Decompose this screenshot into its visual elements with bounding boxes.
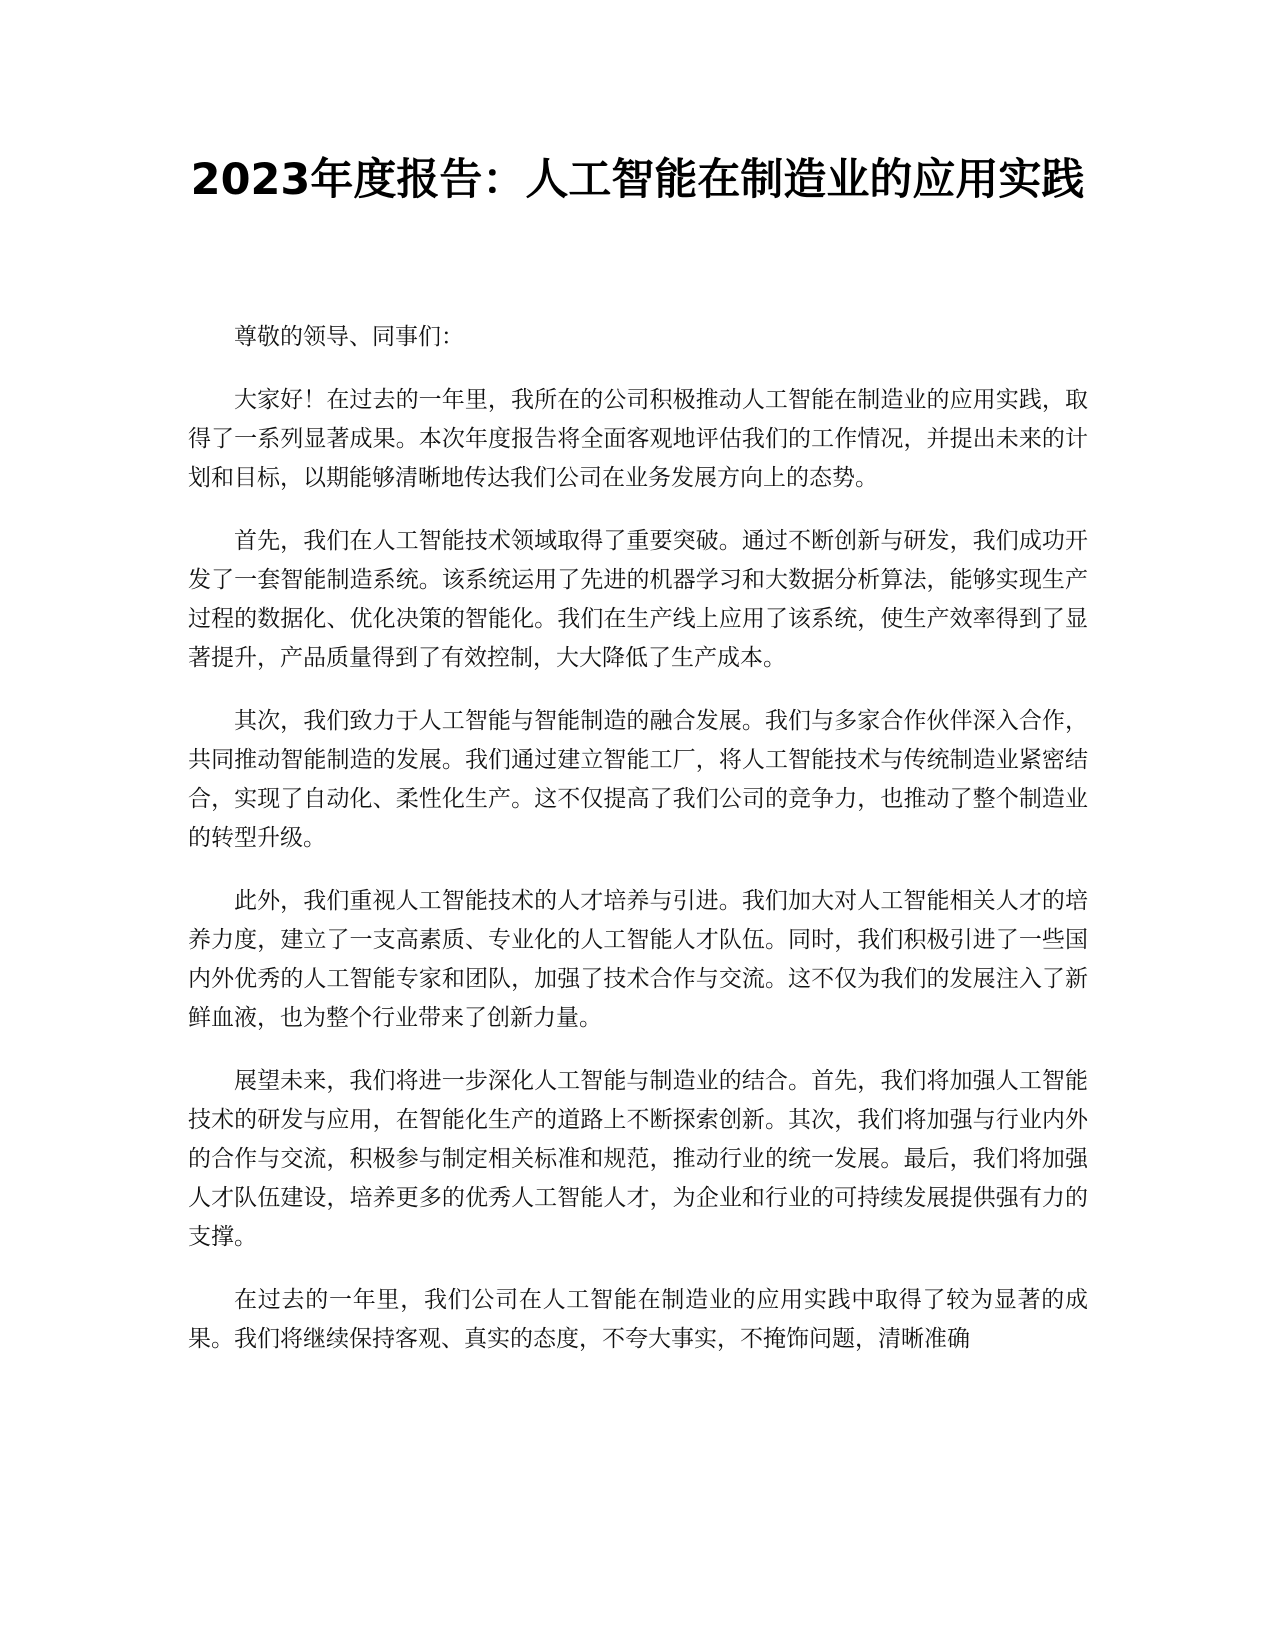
outlook-paragraph: 展望未来，我们将进一步深化人工智能与制造业的结合。首先，我们将加强人工智能技术的研发与应用，在智能化生产的道路上不断探索创新。其次，我们将加强与行业内外的合作与交流，积极参与制定相关标准和规范，推动行业的统一发展。最后，我们将加强人才队伍建设，培养更多的优秀人工智能人才，为企业和行业的可持续发展提供强有力的支撑。 <box>188 1068 1088 1250</box>
closing-paragraph: 在过去的一年里，我们公司在人工智能在制造业的应用实践中取得了较为显著的成果。我们将继续保持客观、真实的态度，不夸大事实，不掩饰问题，清晰准确 <box>188 1287 1088 1352</box>
intro-paragraph: 大家好！在过去的一年里，我所在的公司积极推动人工智能在制造业的应用实践，取得了一系列显著成果。本次年度报告将全面客观地评估我们的工作情况，并提出未来的计划和目标，以期能够清晰地传达我们公司在业务发展方向上的态势。 <box>188 387 1088 491</box>
body-paragraph-2: 其次，我们致力于人工智能与智能制造的融合发展。我们与多家合作伙伴深入合作，共同推动智能制造的发展。我们通过建立智能工厂，将人工智能技术与传统制造业紧密结合，实现了自动化、柔性化生产。这不仅提高了我们公司的竞争力，也推动了整个制造业的转型升级。 <box>188 708 1088 851</box>
document-title: 2023年度报告：人工智能在制造业的应用实践 <box>190 155 1085 205</box>
body-paragraph-1: 首先，我们在人工智能技术领域取得了重要突破。通过不断创新与研发，我们成功开发了一套智能制造系统。该系统运用了先进的机器学习和大数据分析算法，能够实现生产过程的数据化、优化决策的智能化。我们在生产线上应用了该系统，使生产效率得到了显著提升，产品质量得到了有效控制，大大降低了生产成本。 <box>188 528 1088 671</box>
body-paragraph-3: 此外，我们重视人工智能技术的人才培养与引进。我们加大对人工智能相关人才的培养力度，建立了一支高素质、专业化的人工智能人才队伍。同时，我们积极引进了一些国内外优秀的人工智能专家和团队，加强了技术合作与交流。这不仅为我们的发展注入了新鲜血液，也为整个行业带来了创新力量。 <box>188 888 1088 1031</box>
salutation-paragraph: 尊敬的领导、同事们： <box>234 324 464 350</box>
document-body <box>188 318 1088 1383</box>
